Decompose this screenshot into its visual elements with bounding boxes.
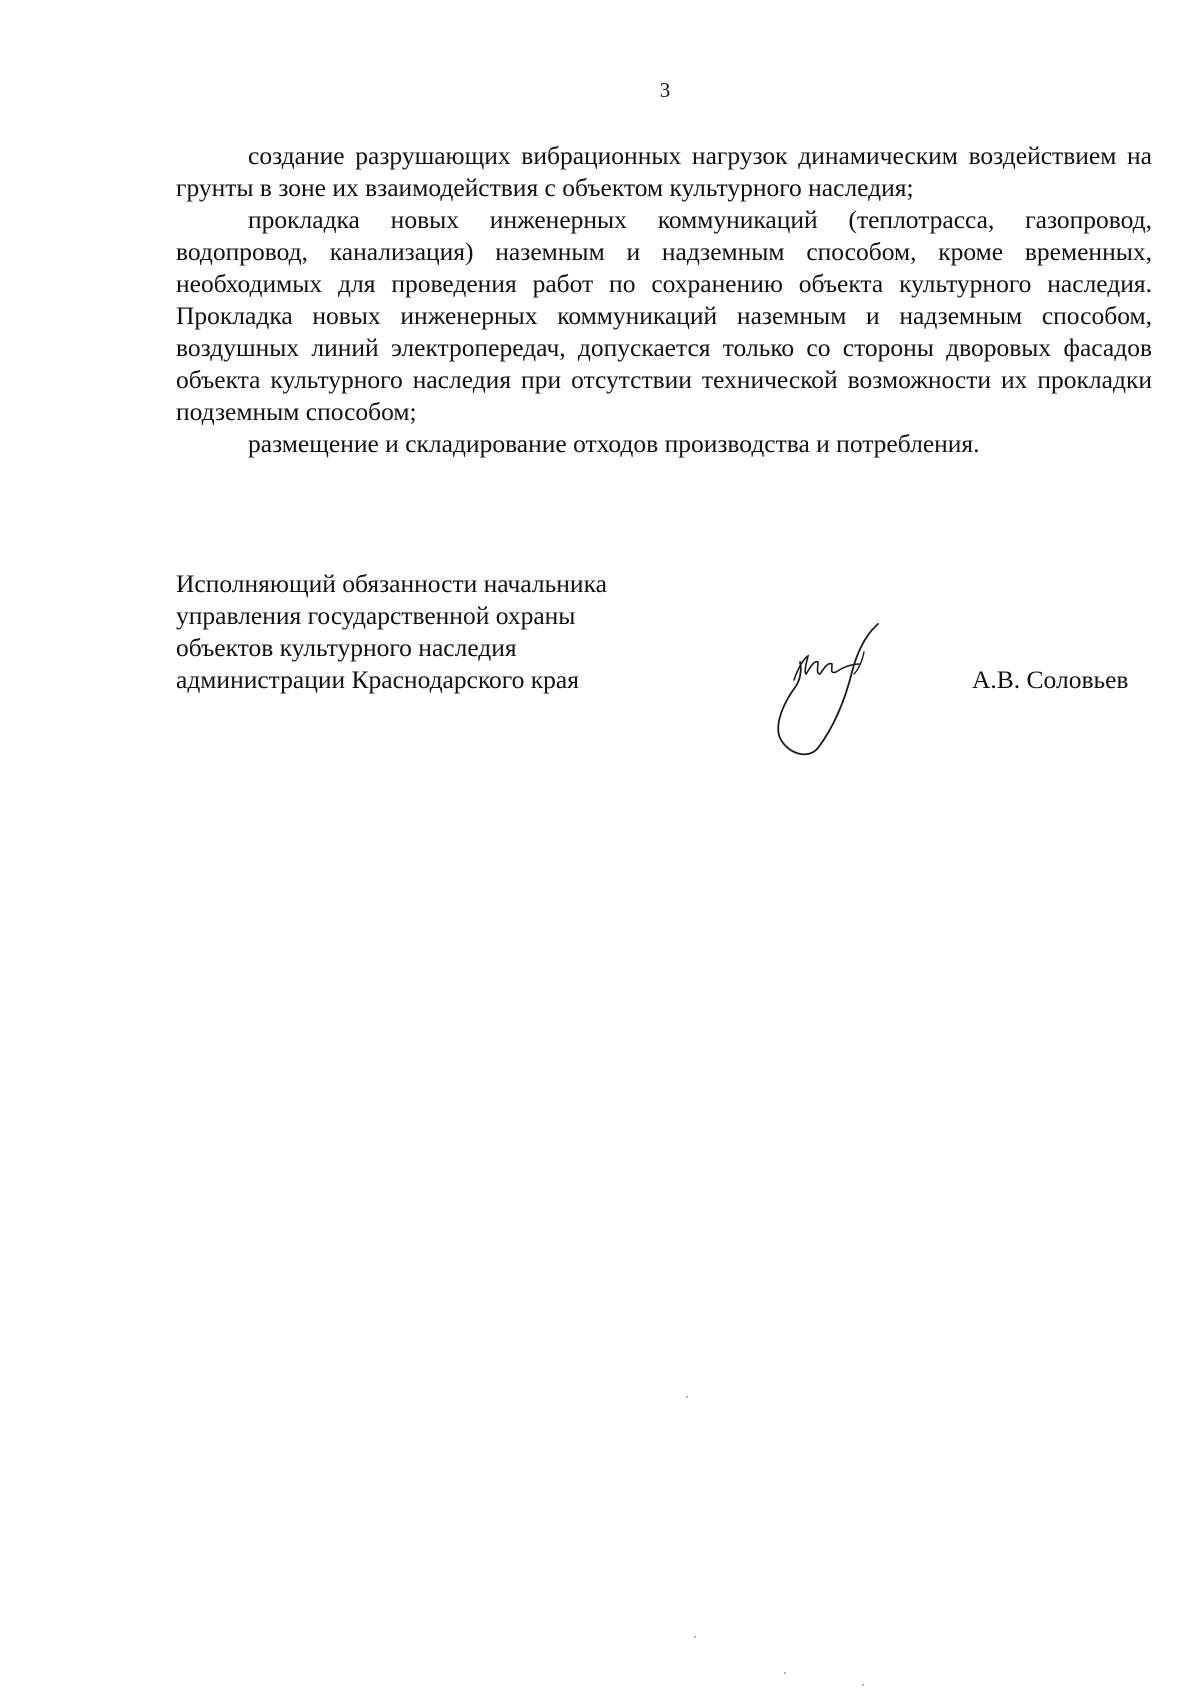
signatory-position-line: объектов культурного наследия [176, 633, 517, 662]
body-text [176, 140, 1152, 460]
handwritten-signature [760, 612, 910, 762]
paragraph: размещение и складирование отходов производства и потребления. [248, 429, 980, 458]
paragraph: прокладка новых инженерных коммуникаций (теплотрасса, газопровод, водопровод, канализация) наземным и надземным способом, кроме временных, необходимых для проведения работ по сохранению объекта культурного наследия. Прокладка новых инженерных коммуникаций наземным и надземным способом, воздушных линий электропередач, допускается только со стороны дворовых фасадов объекта культурного наследия при отсутствии технической возможности их прокладки подземным способом; [176, 205, 1152, 426]
signatory-position-line: администрации Краснодарского края [176, 665, 579, 694]
signatory-position [176, 568, 607, 696]
scan-speck [694, 1636, 696, 1638]
scan-speck [784, 1672, 786, 1674]
signatory-position-line: Исполняющий обязанности начальника [176, 569, 607, 598]
scan-speck [686, 1396, 688, 1398]
signatory-position-line: управления государственной охраны [176, 601, 576, 630]
scan-speck [862, 1684, 864, 1686]
signatory-name: А.В. Соловьев [972, 665, 1129, 694]
paragraph: создание разрушающих вибрационных нагрузок динамическим воздействием на грунты в зоне их взаимодействия с объектом культурного наследия; [176, 141, 1152, 202]
page-number: 3 [659, 78, 671, 102]
